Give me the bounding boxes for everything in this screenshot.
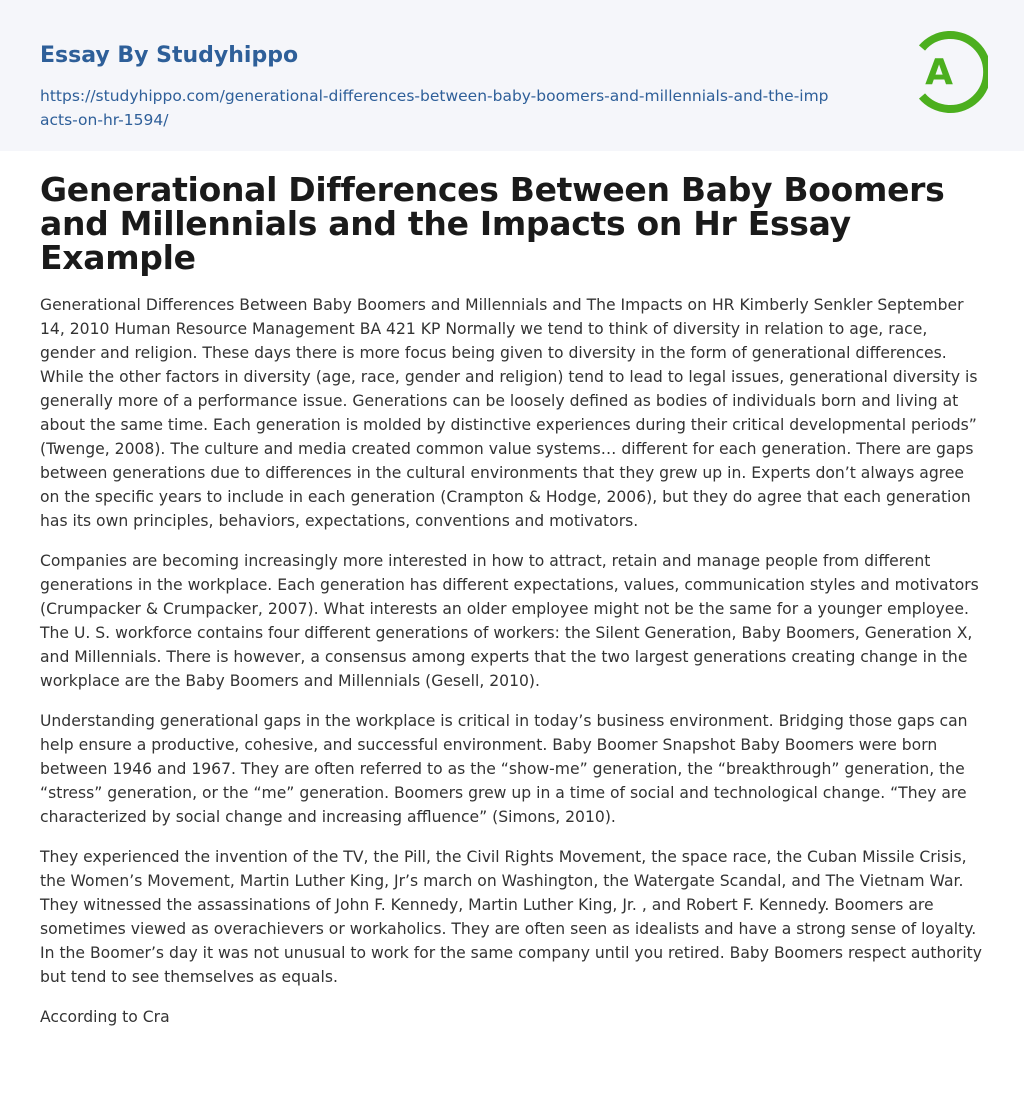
article-paragraph: They experienced the invention of the TV, the Pill, the Civil Rights Movement, the space race, the Cuban Missile Crisis, the Women’s Movement, Martin Luther King, Jr’s march on Washington, the Watergate Scandal, and The Vietnam War. They witnessed the assassinations of John F. Kennedy, Martin Luther King, Jr. , and Robert F. Kennedy. Boomers are sometimes viewed as overachievers or workaholics. They are often seen as idealists and have a strong sense of loyalty. In the Boomer’s day it was not unusual to work for the same company until you retired. Baby Boomers respect authority but tend to see themselves as equals. — [40, 848, 982, 986]
studyhippo-logo-icon[interactable] — [910, 28, 988, 116]
logo-letter: A — [925, 52, 953, 93]
essay-url-link[interactable]: https://studyhippo.com/generational-differences-between-baby-boomers-and-millennials-and-the-impacts-on-hr-1594/ — [40, 87, 829, 129]
site-header — [0, 0, 1024, 151]
article-paragraph: Understanding generational gaps in the workplace is critical in today’s business environment. Bridging those gaps can help ensure a productive, cohesive, and successful environment. Baby Boomer Snapshot Baby Boomers were born between 1946 and 1967. They are often referred to as the “show-me” generation, the “breakthrough” generation, the “stress” generation, or the “me” generation. Boomers grew up in a time of social and technological change. “They are characterized by social change and increasing affluence” (Simons, 2010). — [40, 712, 968, 826]
article-paragraph: Companies are becoming increasingly more interested in how to attract, retain and manage people from different generations in the workplace. Each generation has different expectations, values, communication styles and motivators (Crumpacker & Crumpacker, 2007). What interests an older employee might not be the same for a younger employee. The U. S. workforce contains four different generations of workers: the Silent Generation, Baby Boomers, Generation X, and Millennials. There is however, a consensus among experts that the two largest generations creating change in the workplace are the Baby Boomers and Millennials (Gesell, 2010). — [40, 552, 979, 690]
article-title: Generational Differences Between Baby Boomers and Millennials and the Impacts on Hr Essay Example — [40, 170, 945, 277]
article-paragraph-truncated: According to Cra — [40, 1008, 170, 1026]
brand-title[interactable]: Essay By Studyhippo — [40, 43, 299, 68]
article — [0, 170, 1024, 1029]
article-paragraph: Generational Differences Between Baby Boomers and Millennials and The Impacts on HR Kimberly Senkler September 14, 2010 Human Resource Management BA 421 KP Normally we tend to think of diversity in relation to age, race, gender and religion. These days there is more focus being given to diversity in the form of generational differences. While the other factors in diversity (age, race, gender and religion) tend to lead to legal issues, generational diversity is generally more of a performance issue. Generations can be loosely defined as bodies of individuals born and living at about the same time. Each generation is molded by distinctive experiences during their critical developmental periods” (Twenge, 2008). The culture and media created common value systems… different for each generation. There are gaps between generations due to differences in the cultural environments that they grew up in. Experts don’t always agree on the specific years to include in each generation (Crampton & Hodge, 2006), but they do agree that each generation has its own principles, behaviors, expectations, conventions and motivators. — [40, 296, 978, 530]
